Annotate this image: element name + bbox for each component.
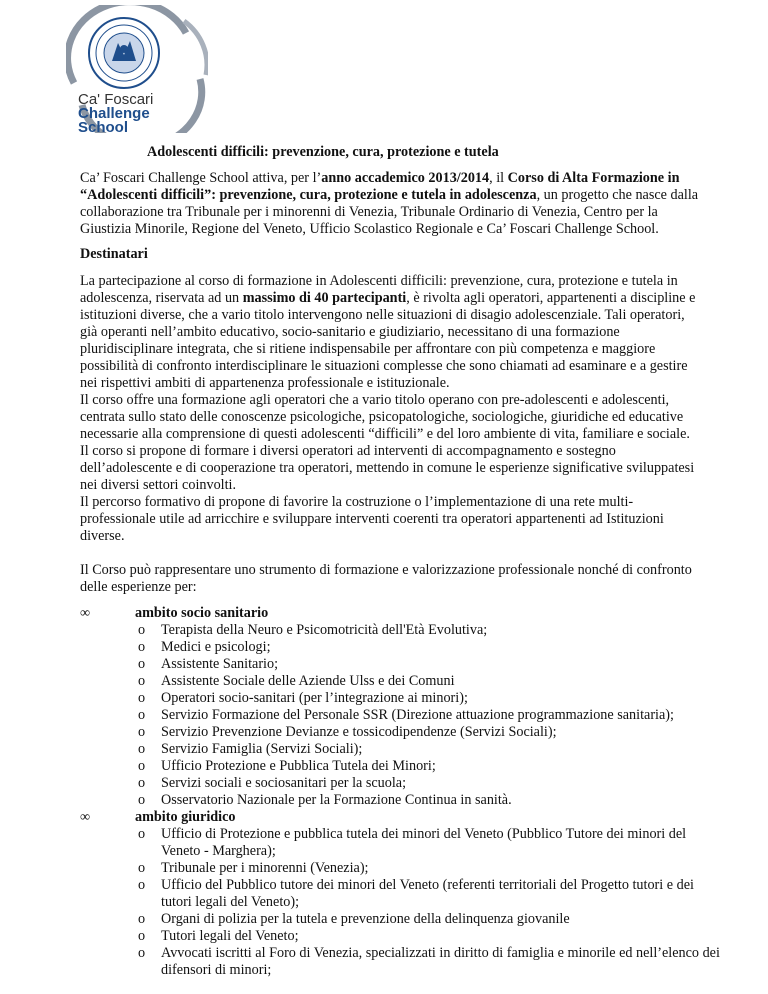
intro-paragraph <box>80 170 705 238</box>
list-item-text: Organi di polizia per la tutela e prevenzione della delinquenza giovanile <box>161 911 570 927</box>
list-item-text: Servizio Prevenzione Devianze e tossicodipendenze (Servizi Sociali); <box>161 724 557 740</box>
list-item-text: Ufficio Protezione e Pubblica Tutela dei Minori; <box>161 758 436 774</box>
list-item <box>135 741 720 758</box>
infinity-bullet-icon: ∞ <box>80 605 91 621</box>
circle-bullet-icon: o <box>138 911 146 927</box>
intro-text-1: Ca’ Foscari Challenge School attiva, per l’ <box>80 170 322 186</box>
list-item-text: Osservatorio Nazionale per la Formazione Continua in sanità. <box>161 792 512 808</box>
list-item-text: Assistente Sociale delle Aziende Ulss e dei Comuni <box>161 673 455 689</box>
circle-bullet-icon: o <box>138 639 146 655</box>
p1-text-c: , è rivolta agli operatori, appartenenti a discipline e istituzioni diverse, che a vario titolo intervengono nelle situazioni di disagio adolescenziale. Tali operatori, già operanti nell’ambito educativo, socio-sanitario e giudiziario, necessitano di una formazione pluridisciplinare integrata, che si ritiene indispensabile per affrontare con più competenza e maggiore possibilità di confronto interdisciplinare le situazioni complesse che sono chiamati ad esaminare e a gestire nei rispettivi ambiti di appartenenza professionale e istituzionale. <box>80 290 696 391</box>
category-items <box>135 826 720 979</box>
destinatari-paragraph-2 <box>80 392 705 545</box>
list-item <box>135 877 720 911</box>
logo-line-2: Challenge <box>78 105 150 122</box>
list-item <box>135 945 720 979</box>
list-item-text: Operatori socio-sanitari (per l’integrazione ai minori); <box>161 690 468 706</box>
p2-line-1: Il corso offre una formazione agli operatori che a vario titolo operano con pre-adolescenti e adolescenti, centrata sullo stato delle conoscenze psicologiche, psicopatologiche, sociologiche, giuridiche ed educative necessarie alla comprensione di questi adolescenti “difficili” e del loro ambiente di vita, familiare e sociale. <box>80 392 690 442</box>
list-item <box>135 775 720 792</box>
list-item <box>135 622 720 639</box>
list-item-text: Ufficio del Pubblico tutore dei minori del Veneto (referenti territoriali del Progetto tutori e dei tutori legali del Veneto); <box>161 877 694 910</box>
list-item <box>135 639 720 656</box>
list-item <box>135 724 720 741</box>
circle-bullet-icon: o <box>138 928 146 944</box>
category-items <box>135 622 720 809</box>
destinatari-paragraph-1 <box>80 273 705 392</box>
infinity-bullet-icon: ∞ <box>80 809 91 825</box>
list-item-text: Terapista della Neuro e Psicomotricità dell'Età Evolutiva; <box>161 622 488 638</box>
category-giuridico <box>80 809 720 979</box>
list-item <box>135 707 720 724</box>
logo-line-1: Ca' Foscari <box>78 91 154 108</box>
circle-bullet-icon: o <box>138 707 146 723</box>
list-item <box>135 673 720 690</box>
logo-text <box>78 93 153 135</box>
list-item-text: Medici e psicologi; <box>161 639 271 655</box>
circle-bullet-icon: o <box>138 877 146 893</box>
list-item <box>135 758 720 775</box>
logo-line-3: School <box>78 119 129 136</box>
categories-list <box>80 605 720 979</box>
circle-bullet-icon: o <box>138 758 146 774</box>
circle-bullet-icon: o <box>138 622 146 638</box>
circle-bullet-icon: o <box>138 860 146 876</box>
p2-line-3: Il percorso formativo di propone di favorire la costruzione o l’implementazione di una rete multi-professionale utile ad arricchire e sviluppare interventi coerenti tra operatori appartenenti ad Istituzioni diverse. <box>80 494 664 544</box>
list-item <box>135 826 720 860</box>
circle-bullet-icon: o <box>138 945 146 961</box>
p1-max-participants: massimo di 40 partecipanti <box>242 290 407 306</box>
intro-text-2: , il <box>489 170 508 186</box>
circle-bullet-icon: o <box>138 775 146 791</box>
category-socio-sanitario <box>80 605 720 809</box>
intro-text-3: , un progetto che nasce dalla collaborazione tra Tribunale per i minorenni di Venezia, Tribunale Ordinario di Venezia, Centro per la Giustizia Minorile, Regione del Veneto, Ufficio Scolastico Regionale e Ca’ Foscari Challenge School. <box>80 187 699 237</box>
document-title: Adolescenti difficili: prevenzione, cura, protezione e tutela <box>147 144 499 160</box>
list-item <box>135 656 720 673</box>
circle-bullet-icon: o <box>138 690 146 706</box>
category-label: ambito giuridico <box>135 809 236 825</box>
list-item <box>135 911 720 928</box>
destinatari-paragraph-3: Il Corso può rappresentare uno strumento di formazione e valorizzazione professionale nonché di confronto delle esperienze per: <box>80 562 692 595</box>
list-item-text: Servizi sociali e sociosanitari per la scuola; <box>161 775 407 791</box>
category-label: ambito socio sanitario <box>135 605 269 621</box>
destinatari-heading: Destinatari <box>80 246 148 262</box>
logo <box>66 5 208 136</box>
circle-bullet-icon: o <box>138 826 146 842</box>
list-item-text: Servizio Famiglia (Servizi Sociali); <box>161 741 363 757</box>
intro-course-name: Corso di Alta Formazione in “Adolescenti difficili”: prevenzione, cura, protezione e tutela in adolescenza <box>80 170 680 203</box>
intro-academic-year: anno accademico 2013/2014 <box>321 170 490 186</box>
list-item-text: Assistente Sanitario; <box>161 656 279 672</box>
list-item <box>135 928 720 945</box>
list-item <box>135 690 720 707</box>
list-item <box>135 860 720 877</box>
list-item-text: Ufficio di Protezione e pubblica tutela dei minori del Veneto (Pubblico Tutore dei minori del Veneto - Marghera); <box>161 826 687 859</box>
p2-line-2: Il corso si propone di formare i diversi operatori ad interventi di accompagnamento e sostegno dell’adolescente e di cooperazione tra operatori, mettendo in comune le esperienze significative sviluppatesi nei diversi settori coinvolti. <box>80 443 695 493</box>
list-item-text: Servizio Formazione del Personale SSR (Direzione attuazione programmazione sanitaria); <box>161 707 674 723</box>
list-item-text: Avvocati iscritti al Foro di Venezia, specializzati in diritto di famiglia e minorile ed nell’elenco dei difensori di minori; <box>161 945 720 978</box>
list-item-text: Tutori legali del Veneto; <box>161 928 299 944</box>
circle-bullet-icon: o <box>138 792 146 808</box>
p1-text-a: La partecipazione al corso di formazione in Adolescenti difficili: prevenzione, cura, protezione e tutela in adolescenza, riservata ad un <box>80 273 678 306</box>
list-item-text: Tribunale per i minorenni (Venezia); <box>161 860 369 876</box>
circle-bullet-icon: o <box>138 724 146 740</box>
list-item <box>135 792 720 809</box>
circle-bullet-icon: o <box>138 656 146 672</box>
circle-bullet-icon: o <box>138 673 146 689</box>
circle-bullet-icon: o <box>138 741 146 757</box>
